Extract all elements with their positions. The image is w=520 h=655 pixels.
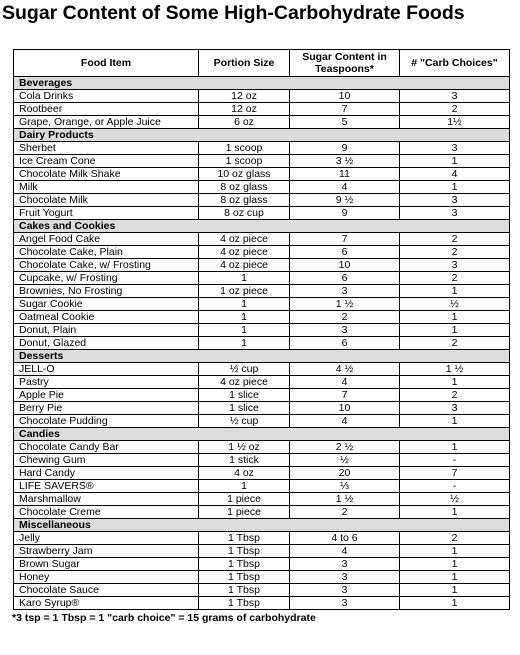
sugar-content-cell: 7 (290, 103, 400, 116)
carb-choices-cell: 1 (400, 545, 510, 558)
carb-choices-cell: 3 (400, 142, 510, 155)
carb-choices-cell: 3 (400, 207, 510, 220)
sugar-content-cell: 3 (290, 558, 400, 571)
portion-size-cell: 1 piece (199, 506, 290, 519)
carb-choices-cell: 3 (400, 259, 510, 272)
food-item-cell: Sugar Cookie (14, 298, 199, 311)
food-item-cell: Karo Syrup® (14, 597, 199, 610)
food-item-cell: Rootbeer (14, 103, 199, 116)
carb-choices-cell: 1 (400, 285, 510, 298)
section-name: Desserts (14, 350, 510, 363)
sugar-content-cell: ⅓ (290, 480, 400, 493)
carb-choices-cell: 1 (400, 324, 510, 337)
sugar-content-cell: 6 (290, 337, 400, 350)
food-item-cell: LIFE SAVERS® (14, 480, 199, 493)
table-row (14, 376, 510, 389)
portion-size-cell: 10 oz glass (199, 168, 290, 181)
portion-size-cell: 1 ½ oz (199, 441, 290, 454)
portion-size-cell: 8 oz cup (199, 207, 290, 220)
portion-size-cell: 1 (199, 337, 290, 350)
portion-size-cell: 6 oz (199, 116, 290, 129)
food-item-cell: Ice Cream Cone (14, 155, 199, 168)
table-row (14, 324, 510, 337)
food-item-cell: Brown Sugar (14, 558, 199, 571)
carb-choices-cell: 2 (400, 272, 510, 285)
table-row (14, 272, 510, 285)
sugar-content-cell: 1 ½ (290, 298, 400, 311)
table-row (14, 493, 510, 506)
footnote: *3 tsp = 1 Tbsp = 1 "carb choice" = 15 grams of carbohydrate (12, 612, 316, 624)
sugar-content-cell: 6 (290, 246, 400, 259)
table-row (14, 545, 510, 558)
section-name: Miscellaneous (14, 519, 510, 532)
carb-choices-cell: 3 (400, 402, 510, 415)
table-row (14, 142, 510, 155)
food-item-cell: Donut, Glazed (14, 337, 199, 350)
section-header-row (14, 220, 510, 233)
carb-choices-cell: 1 (400, 376, 510, 389)
sugar-content-cell: 3 ½ (290, 155, 400, 168)
carb-choices-cell: ½ (400, 493, 510, 506)
food-item-cell: Honey (14, 571, 199, 584)
table-row (14, 337, 510, 350)
table-row (14, 532, 510, 545)
carb-choices-cell: 1 (400, 597, 510, 610)
portion-size-cell: 1 Tbsp (199, 584, 290, 597)
sugar-content-cell: 4 (290, 181, 400, 194)
portion-size-cell: 1 Tbsp (199, 597, 290, 610)
table-row (14, 259, 510, 272)
table-row (14, 402, 510, 415)
portion-size-cell: 4 oz piece (199, 233, 290, 246)
food-item-cell: Chocolate Sauce (14, 584, 199, 597)
carb-choices-cell: 4 (400, 168, 510, 181)
table-row (14, 194, 510, 207)
table-row (14, 571, 510, 584)
header-portion-size: Portion Size (199, 50, 290, 77)
portion-size-cell: ½ cup (199, 363, 290, 376)
table-row (14, 116, 510, 129)
food-item-cell: Chocolate Cake, Plain (14, 246, 199, 259)
header-carb-choices: # "Carb Choices" (400, 50, 510, 77)
sugar-content-cell: ½ (290, 454, 400, 467)
portion-size-cell: 1 Tbsp (199, 558, 290, 571)
portion-size-cell: 12 oz (199, 90, 290, 103)
section-name: Cakes and Cookies (14, 220, 510, 233)
portion-size-cell: 1 (199, 480, 290, 493)
food-item-cell: Cola Drinks (14, 90, 199, 103)
section-header-row (14, 77, 510, 90)
sugar-content-cell: 9 ½ (290, 194, 400, 207)
table-header-row (14, 50, 510, 77)
carb-choices-cell: 2 (400, 246, 510, 259)
food-item-cell: Jelly (14, 532, 199, 545)
sugar-content-cell: 20 (290, 467, 400, 480)
food-item-cell: JELL-O (14, 363, 199, 376)
section-header-row (14, 350, 510, 363)
food-item-cell: Chocolate Milk (14, 194, 199, 207)
page-title: Sugar Content of Some High-Carbohydrate Foods (2, 2, 465, 24)
food-item-cell: Grape, Orange, or Apple Juice (14, 116, 199, 129)
sugar-content-cell: 9 (290, 142, 400, 155)
table-row (14, 155, 510, 168)
sugar-content-cell: 7 (290, 233, 400, 246)
portion-size-cell: 1 Tbsp (199, 571, 290, 584)
portion-size-cell: 4 oz piece (199, 259, 290, 272)
portion-size-cell: 1 (199, 324, 290, 337)
carb-choices-cell: 1 (400, 155, 510, 168)
food-item-cell: Chocolate Candy Bar (14, 441, 199, 454)
sugar-content-cell: 2 ½ (290, 441, 400, 454)
food-item-cell: Apple Pie (14, 389, 199, 402)
table-row (14, 558, 510, 571)
carb-choices-cell: ½ (400, 298, 510, 311)
food-item-cell: Marshmallow (14, 493, 199, 506)
portion-size-cell: 1 slice (199, 402, 290, 415)
sugar-content-cell: 4 (290, 376, 400, 389)
food-item-cell: Chocolate Creme (14, 506, 199, 519)
table-body (14, 77, 510, 610)
sugar-content-cell: 2 (290, 506, 400, 519)
portion-size-cell: 1 piece (199, 493, 290, 506)
portion-size-cell: 1 (199, 298, 290, 311)
sugar-content-cell: 3 (290, 584, 400, 597)
section-header-row (14, 129, 510, 142)
sugar-content-cell: 2 (290, 311, 400, 324)
table-row (14, 181, 510, 194)
sugar-content-cell: 10 (290, 90, 400, 103)
portion-size-cell: 12 oz (199, 103, 290, 116)
portion-size-cell: 8 oz glass (199, 194, 290, 207)
table-row (14, 233, 510, 246)
food-item-cell: Angel Food Cake (14, 233, 199, 246)
portion-size-cell: 1 stick (199, 454, 290, 467)
food-item-cell: Chocolate Cake, w/ Frosting (14, 259, 199, 272)
food-item-cell: Donut, Plain (14, 324, 199, 337)
carb-choices-cell: 2 (400, 337, 510, 350)
header-sugar-content: Sugar Content in Teaspoons* (290, 50, 400, 77)
table-row (14, 415, 510, 428)
sugar-content-cell: 7 (290, 389, 400, 402)
carb-choices-cell: - (400, 480, 510, 493)
food-item-cell: Chocolate Milk Shake (14, 168, 199, 181)
sugar-content-cell: 3 (290, 571, 400, 584)
section-name: Dairy Products (14, 129, 510, 142)
food-item-cell: Hard Candy (14, 467, 199, 480)
sugar-content-cell: 3 (290, 324, 400, 337)
food-item-cell: Strawberry Jam (14, 545, 199, 558)
portion-size-cell: 4 oz piece (199, 376, 290, 389)
section-name: Candies (14, 428, 510, 441)
carb-choices-cell: 2 (400, 389, 510, 402)
table-row (14, 298, 510, 311)
sugar-content-cell: 4 (290, 415, 400, 428)
portion-size-cell: 1 (199, 311, 290, 324)
portion-size-cell: ½ cup (199, 415, 290, 428)
food-item-cell: Milk (14, 181, 199, 194)
sugar-content-cell: 10 (290, 402, 400, 415)
food-item-cell: Oatmeal Cookie (14, 311, 199, 324)
portion-size-cell: 1 scoop (199, 142, 290, 155)
carb-choices-cell: 3 (400, 90, 510, 103)
carb-choices-cell: 1 ½ (400, 363, 510, 376)
sugar-content-cell: 10 (290, 259, 400, 272)
carb-choices-cell: 1 (400, 181, 510, 194)
carb-choices-cell: 2 (400, 103, 510, 116)
carb-choices-cell: 1 (400, 571, 510, 584)
sugar-content-cell: 9 (290, 207, 400, 220)
table-row (14, 584, 510, 597)
carb-choices-cell: 7 (400, 467, 510, 480)
carb-choices-cell: 2 (400, 532, 510, 545)
portion-size-cell: 1 Tbsp (199, 532, 290, 545)
table-row (14, 389, 510, 402)
carb-choices-cell: 1 (400, 506, 510, 519)
portion-size-cell: 1 scoop (199, 155, 290, 168)
carb-choices-cell: 1½ (400, 116, 510, 129)
food-item-cell: Berry Pie (14, 402, 199, 415)
sugar-content-cell: 4 (290, 545, 400, 558)
table-row (14, 467, 510, 480)
portion-size-cell: 1 slice (199, 389, 290, 402)
food-item-cell: Fruit Yogurt (14, 207, 199, 220)
table-row (14, 103, 510, 116)
table-row (14, 90, 510, 103)
portion-size-cell: 8 oz glass (199, 181, 290, 194)
food-item-cell: Sherbet (14, 142, 199, 155)
food-item-cell: Pastry (14, 376, 199, 389)
section-header-row (14, 519, 510, 532)
table-row (14, 168, 510, 181)
sugar-content-cell: 4 ½ (290, 363, 400, 376)
portion-size-cell: 1 (199, 272, 290, 285)
sugar-content-cell: 3 (290, 597, 400, 610)
sugar-content-cell: 1 ½ (290, 493, 400, 506)
sugar-content-table (13, 49, 510, 610)
section-name: Beverages (14, 77, 510, 90)
sugar-content-cell: 4 to 6 (290, 532, 400, 545)
portion-size-cell: 1 Tbsp (199, 545, 290, 558)
carb-choices-cell: 1 (400, 311, 510, 324)
table-row (14, 441, 510, 454)
food-item-cell: Brownies, No Frosting (14, 285, 199, 298)
sugar-content-cell: 11 (290, 168, 400, 181)
carb-choices-cell: - (400, 454, 510, 467)
table-row (14, 363, 510, 376)
sugar-content-cell: 3 (290, 285, 400, 298)
portion-size-cell: 4 oz piece (199, 246, 290, 259)
table-row (14, 454, 510, 467)
carb-choices-cell: 3 (400, 194, 510, 207)
carb-choices-cell: 1 (400, 584, 510, 597)
carb-choices-cell: 1 (400, 441, 510, 454)
table-row (14, 246, 510, 259)
table-row (14, 311, 510, 324)
carb-choices-cell: 1 (400, 558, 510, 571)
carb-choices-cell: 2 (400, 233, 510, 246)
table-row (14, 480, 510, 493)
table-row (14, 285, 510, 298)
sugar-content-cell: 6 (290, 272, 400, 285)
food-item-cell: Cupcake, w/ Frosting (14, 272, 199, 285)
portion-size-cell: 1 oz piece (199, 285, 290, 298)
sugar-content-cell: 5 (290, 116, 400, 129)
table-row (14, 506, 510, 519)
food-item-cell: Chewing Gum (14, 454, 199, 467)
header-food-item: Food Item (14, 50, 199, 77)
table-row (14, 207, 510, 220)
carb-choices-cell: 1 (400, 415, 510, 428)
food-item-cell: Chocolate Pudding (14, 415, 199, 428)
table-row (14, 597, 510, 610)
portion-size-cell: 4 oz (199, 467, 290, 480)
section-header-row (14, 428, 510, 441)
